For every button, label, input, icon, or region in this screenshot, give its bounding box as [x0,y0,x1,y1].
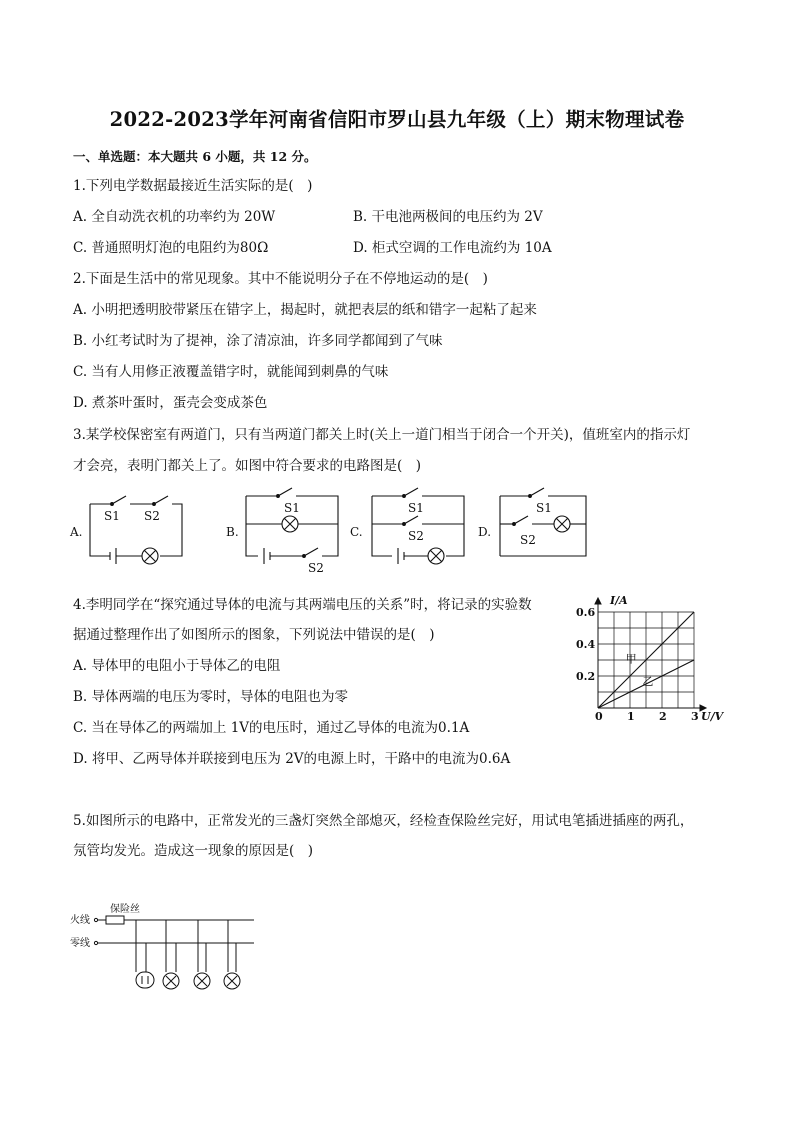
x-axis-label: U/V [701,710,724,723]
y-tick-label: 0.4 [576,638,596,651]
q1-option-a: A. 全自动洗衣机的功率约为 20W [73,209,276,225]
lamp-cross-icon [227,976,237,986]
section-heading: 一、单选题：本大题共 6 小题，共 12 分。 [73,149,317,164]
lamp-wires [166,920,176,972]
q3-stem-line1: 3.某学校保密室有两道门，只有当两道门都关上时(关上一道门相当于闭合一个开关)，值班室内的指示灯 [73,427,691,443]
q3-stem-line2: 才会亮，表明门都关上了。如图中符合要求的电路图是( ) [73,458,422,474]
q2-option-a: A. 小明把透明胶带紧压在错字上，揭起时，就把表层的纸和错字一起粘了起来 [73,302,537,318]
fuse [106,916,124,924]
q5-stem-line1: 5.如图所示的电路中，正常发光的三盏灯突然全部熄灭，经检查保险丝完好，用试电笔插进插座的两孔， [73,813,694,829]
switch-s1-label: S1 [104,509,120,523]
series-label: 甲 [625,652,637,666]
q2-option-b: B. 小红考试时为了提神，涂了清凉油，许多同学都闻到了气味 [73,333,443,349]
live-terminal [94,918,97,921]
socket-wires [136,920,146,972]
y-tick-label: 0.6 [576,606,596,619]
neutral-terminal [94,941,97,944]
q1-option-c: C. 普通照明灯泡的电阻约为80Ω [73,240,269,256]
y-axis-label: I/A [610,594,628,607]
q5-household-circuit [70,900,270,1000]
lamp-cross-icon [166,976,176,986]
page-title: 2022-2023学年河南省信阳市罗山县九年级（上）期末物理试卷 [109,108,685,131]
lamp-wires [198,920,206,972]
switch-s2-label: S2 [408,529,424,543]
q4-option-b: B. 导体两端的电压为零时，导体的电阻也为零 [73,689,349,705]
q4-option-c: C. 当在导体乙的两端加上 1V的电压时，通过乙导体的电流为0.1A [73,720,470,736]
neutral-wire-label: 零线 [70,938,90,949]
q4-stem-line1: 4.李明同学在“探究通过导体的电流与其两端电压的关系”时，将记录的实验数 [73,597,532,613]
q5-stem-line2: 氖管均发光。造成这一现象的原因是( ) [73,843,314,859]
series-label: 乙 [642,674,654,688]
x-tick-label: 1 [627,710,635,723]
q2-option-c: C. 当有人用修正液覆盖错字时，就能闻到刺鼻的气味 [73,364,389,380]
x-tick-label: 2 [659,710,667,723]
q2-option-d: D. 煮茶叶蛋时，蛋壳会变成茶色 [73,395,268,411]
y-axis-arrow [595,598,601,604]
q4-option-d: D. 将甲、乙两导体并联接到电压为 2V的电源上时，干路中的电流为0.6A [73,751,511,767]
q3-circuit-diagrams [60,484,620,584]
x-tick-label: 3 [691,710,699,723]
q3-option-b-label: B. [226,525,239,539]
x-tick-label: 0 [595,710,603,723]
lamp-wires [228,920,236,972]
q1-option-b: B. 干电池两极间的电压约为 2V [353,209,543,225]
live-wire-label: 火线 [70,915,90,926]
circuit-a [90,496,182,564]
q2-stem: 2.下面是生活中的常见现象。其中不能说明分子在不停地运动的是( ) [73,271,488,287]
q4-option-a: A. 导体甲的电阻小于导体乙的电阻 [73,658,281,674]
lamp-cross-icon [197,976,207,986]
switch-s2-label: S2 [308,561,324,575]
iv-graph [570,590,730,730]
circuit-d [500,488,586,556]
switch-s2-label: S2 [144,509,160,523]
q3-option-c-label: C. [350,525,363,539]
socket-holes [142,976,148,984]
switch-s1-label: S1 [536,501,552,515]
q3-option-a-label: A. [70,525,83,539]
switch-s1-label: S1 [284,501,300,515]
switch-s2-label: S2 [520,533,536,547]
q1-stem: 1.下列电学数据最接近生活实际的是( ) [73,178,313,194]
y-tick-label: 0.2 [576,670,596,683]
switch-s1-label: S1 [408,501,424,515]
fuse-label: 保险丝 [110,904,140,915]
circuit-b [246,488,338,564]
circuit-c [372,488,464,564]
q4-stem-line2: 据通过整理作出了如图所示的图象，下列说法中错误的是( ) [73,627,435,643]
socket [136,972,154,988]
q1-option-d: D. 柜式空调的工作电流约为 10A [353,240,552,256]
q3-option-d-label: D. [478,525,492,539]
